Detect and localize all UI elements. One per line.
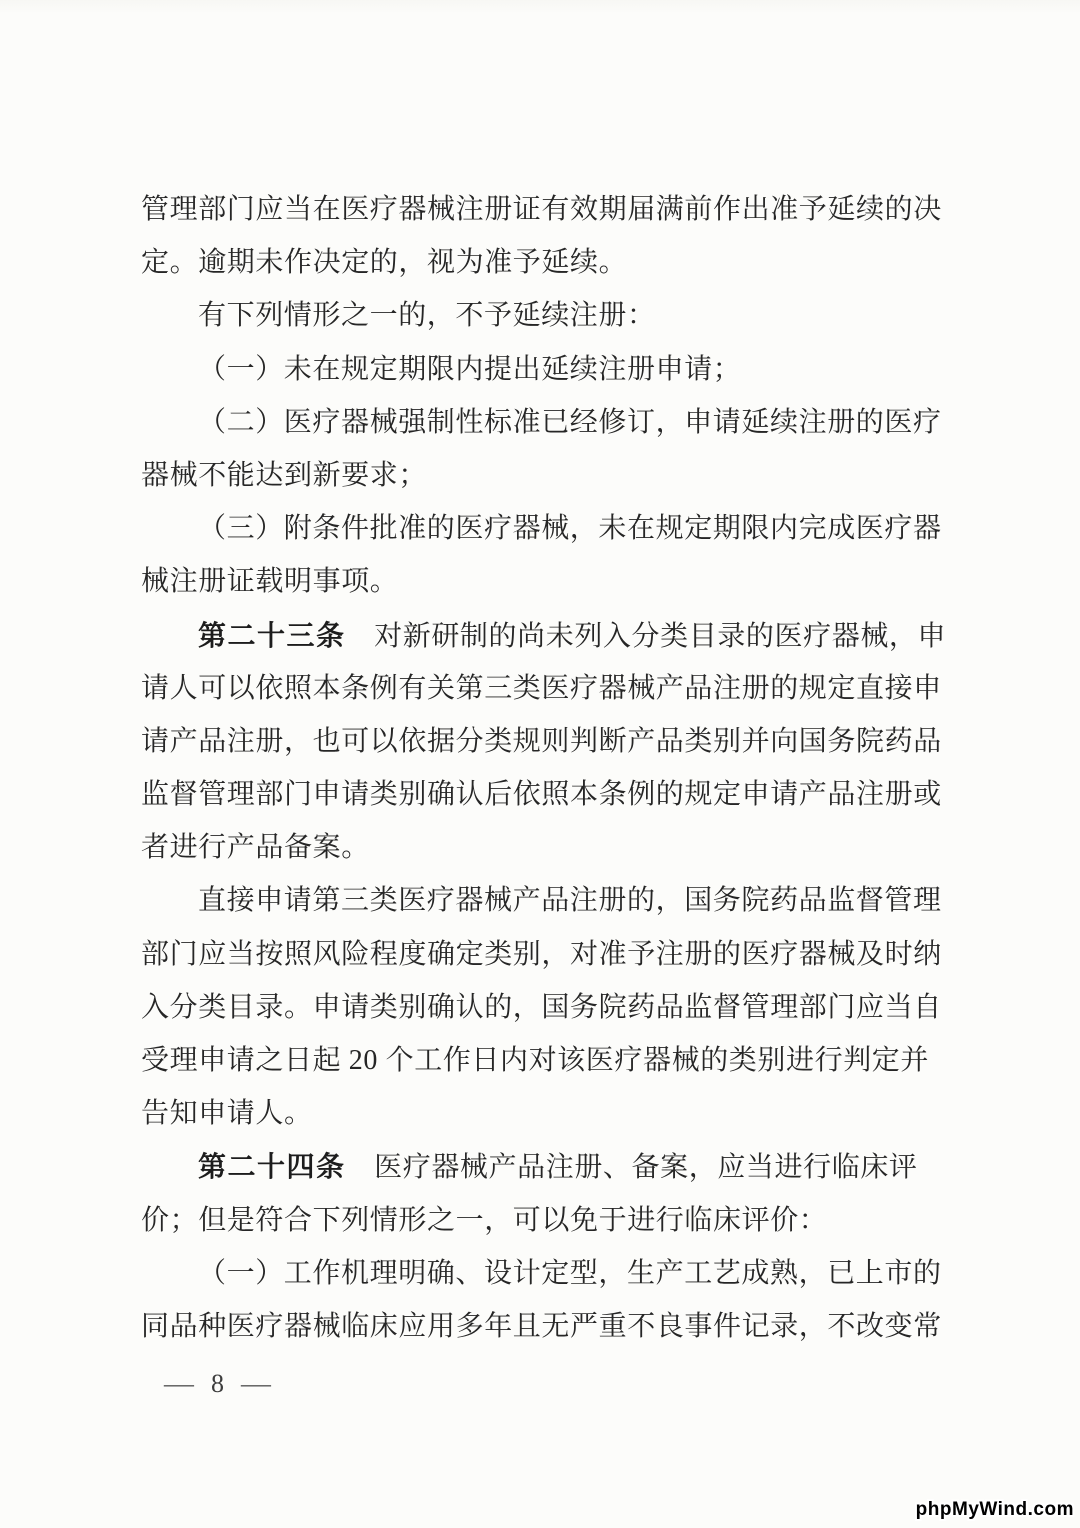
text-line (141, 928, 953, 981)
line-text: 医疗器械产品注册、备案，应当进行临床评 (345, 1152, 918, 1184)
line-text: 入分类目录。申请类别确认的，国务院药品监督管理部门应当自 (141, 991, 942, 1023)
text-line (141, 183, 953, 236)
text-line (141, 1300, 953, 1353)
footer-left-dash: — (164, 1369, 194, 1398)
line-text: 告知申请人。 (141, 1098, 313, 1130)
text-line (141, 874, 953, 927)
text-line (141, 821, 953, 874)
line-text: 器械不能达到新要求； (141, 459, 428, 491)
line-text: 部门应当按照风险程度确定类别，对准予注册的医疗器械及时纳 (141, 938, 942, 970)
text-line (141, 1087, 953, 1140)
line-text: 管理部门应当在医疗器械注册证有效期届满前作出准予延续的决 (141, 194, 942, 225)
text-line (141, 343, 953, 396)
line-text: 受理申请之日起 20 个工作日内对该医疗器械的类别进行判定并 (141, 1045, 930, 1076)
text-line (141, 609, 953, 662)
line-text: （二）医疗器械强制性标准已经修订，申请延续注册的医疗 (198, 406, 942, 438)
text-line (141, 768, 953, 821)
text-line (141, 662, 953, 715)
line-text: 请人可以依照本条例有关第三类医疗器械产品注册的规定直接申 (141, 672, 942, 704)
line-text: 者进行产品备案。 (141, 832, 370, 864)
line-text: 械注册证载明事项。 (141, 566, 399, 598)
line-text: 同品种医疗器械临床应用多年且无严重不良事件记录，不改变常 (141, 1310, 942, 1342)
line-text: 请产品注册，也可以依据分类规则判断产品类别并向国务院药品 (141, 725, 942, 757)
line-text: 有下列情形之一的，不予延续注册： (198, 300, 656, 332)
footer-right-dash: — (241, 1369, 271, 1398)
text-line (141, 236, 953, 289)
line-text: 对新研制的尚未列入分类目录的医疗器械，申 (345, 620, 947, 652)
line-text: 定。逾期未作决定的，视为准予延续。 (141, 247, 628, 279)
line-text: （一）工作机理明确、设计定型，生产工艺成熟，已上市的 (198, 1257, 942, 1289)
text-line (141, 555, 953, 608)
text-line (141, 1140, 953, 1193)
article-number: 第二十四条 (198, 1151, 346, 1183)
text-line (141, 1194, 953, 1247)
text-line (141, 502, 953, 555)
text-line (141, 1247, 953, 1300)
text-line (141, 289, 953, 342)
text-line (141, 396, 953, 449)
text-line (141, 715, 953, 768)
document-lines (141, 183, 953, 1353)
text-line (141, 449, 953, 502)
line-text: （一）未在规定期限内提出延续注册申请； (198, 353, 742, 385)
text-line (141, 981, 953, 1034)
line-text: 监督管理部门申请类别确认后依照本条例的规定申请产品注册或 (141, 779, 942, 811)
watermark-text: phpMyWind.com (915, 1499, 1074, 1520)
page-number: 8 (211, 1369, 224, 1398)
text-line (141, 1034, 953, 1087)
article-number: 第二十三条 (198, 619, 346, 651)
line-text: 价；但是符合下列情形之一，可以免于进行临床评价： (141, 1204, 828, 1236)
line-text: 直接申请第三类医疗器械产品注册的，国务院药品监督管理 (198, 885, 942, 917)
line-text: （三）附条件批准的医疗器械，未在规定期限内完成医疗器 (198, 513, 942, 545)
page-footer (166, 1369, 269, 1399)
